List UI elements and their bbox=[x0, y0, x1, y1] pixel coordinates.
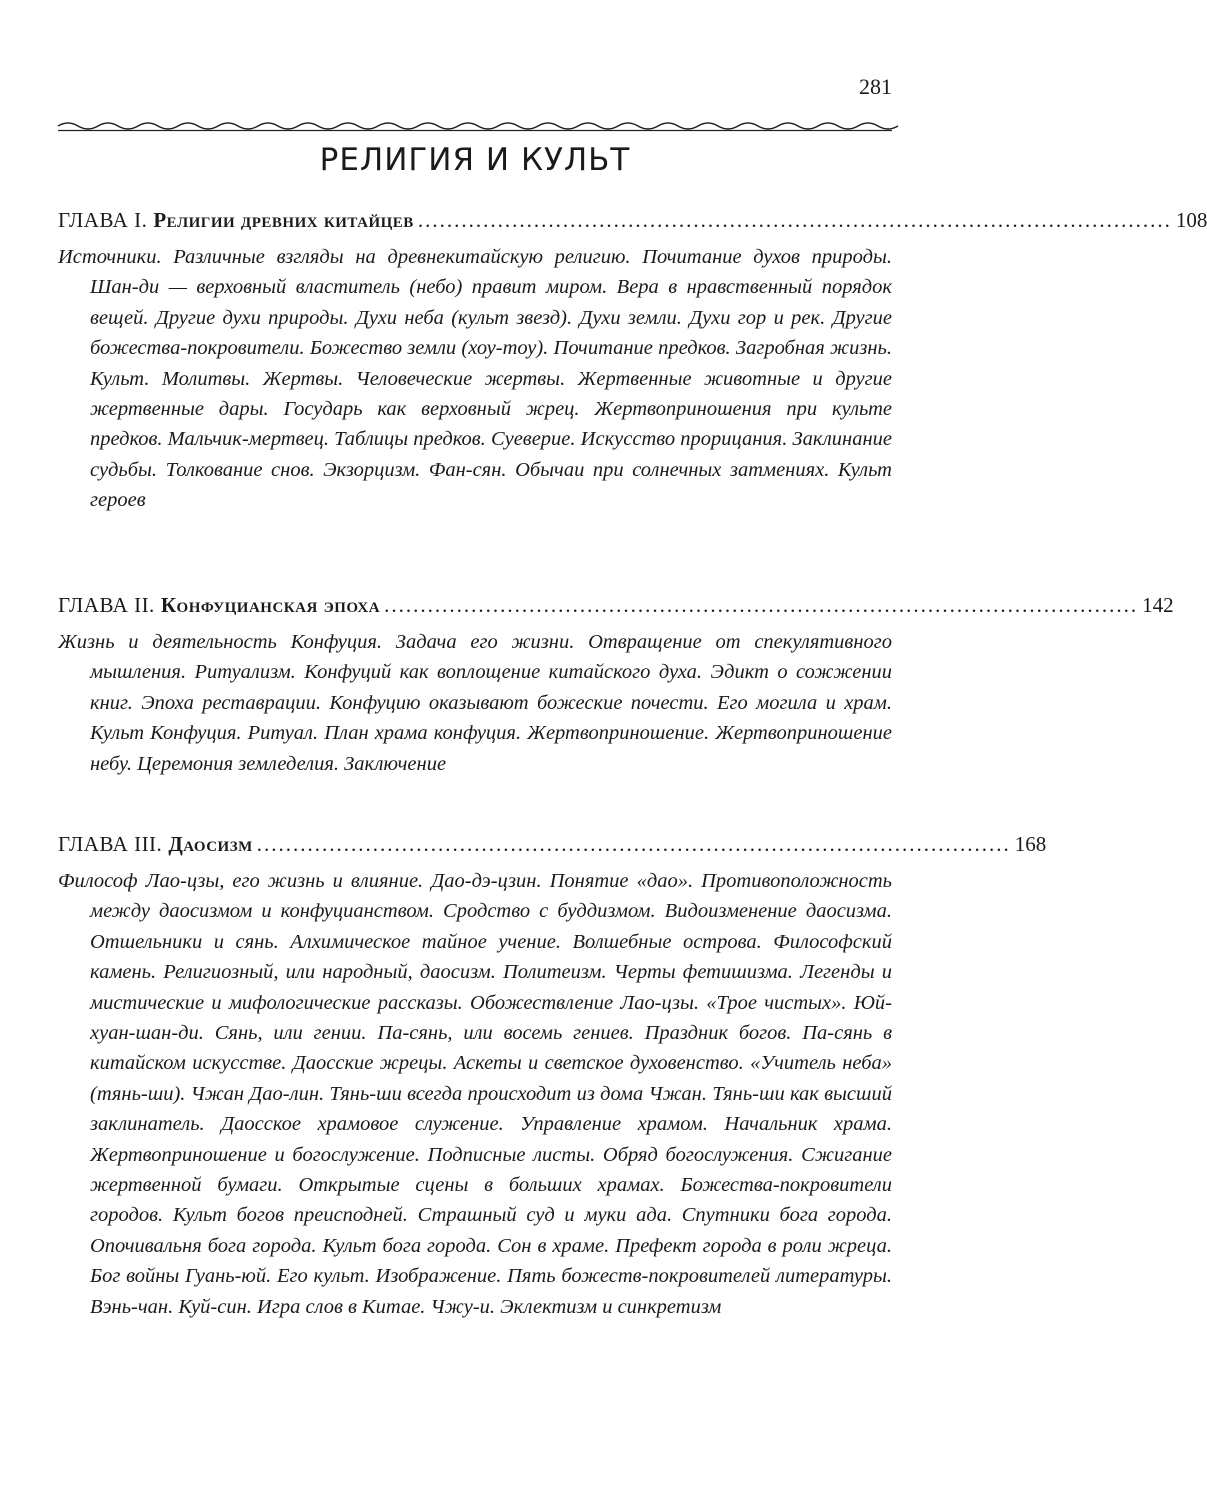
chapter-label: ГЛАВА I. bbox=[58, 208, 148, 232]
leader-dots: ........................................................................................................ bbox=[417, 208, 1172, 232]
chapter-summary: Жизнь и деятельность Конфуция. Задача его жизни. Отвращение от спекулятивного мышления. Ритуализм. Конфуций как воплощение китайского духа. Эдикт о сожжении книг. Эпоха реставрации. Конфуцию оказывают божеские почести. Его могила и храм. Культ Конфуция. Ритуал. План храма конфуция. Жертвоприношение. Жертвоприношение небу. Церемония земледелия. Заключение bbox=[58, 631, 892, 775]
chapter-title: Конфуцианская эпоха bbox=[160, 593, 381, 617]
chapter-label: ГЛАВА III. bbox=[58, 832, 163, 856]
chapter-label: ГЛАВА II. bbox=[58, 593, 155, 617]
wavy-line bbox=[58, 123, 898, 129]
leader-dots: ........................................................................................................ bbox=[384, 593, 1139, 617]
leader-dots: ........................................................................................................ bbox=[256, 832, 1011, 856]
chapter-page: 142 bbox=[1142, 593, 1174, 617]
chapter-page: 108 bbox=[1175, 208, 1207, 232]
page-number: 281 bbox=[859, 74, 892, 99]
wavy-divider bbox=[58, 118, 892, 132]
chapter-2 bbox=[58, 593, 1174, 779]
chapter-title: Религии древних китайцев bbox=[153, 208, 414, 232]
chapter-title: Даосизм bbox=[168, 832, 253, 856]
chapter-heading bbox=[58, 832, 1047, 864]
section-title: РЕЛИГИЯ И КУЛЬТ bbox=[319, 142, 631, 178]
chapter-summary: Философ Лао-цзы, его жизнь и влияние. Дао-дэ-цзин. Понятие «дао». Противоположность между даосизмом и конфуцианством. Сродство с буддизмом. Видоизменение даосизма. Отшельники и сянь. Алхимическое тайное учение. Волшебные острова. Философский камень. Религиозный, или народный, даосизм. Политеизм. Черты фетишизма. Легенды и мистические и мифологические рассказы. Обожествление Лао-цзы. «Трое чистых». Юй-хуан-шан-ди. Сянь, или гении. Па-сянь, или восемь гениев. Праздник богов. Па-сянь в китайском искусстве. Даосские жрецы. Аскеты и светское духовенство. «Учитель неба» (тянь-ши). Чжан Дао-лин. Тянь-ши всегда происходит из дома Чжан. Тянь-ши как высший заклинатель. Даосское храмовое служение. Управление храмом. Начальник храма. Жертвоприношение и богослужение. Подписные листы. Обряд богослужения. Сжигание жертвенной бумаги. Открытые сцены в больших храмах. Божества-покровители городов. Культ богов преисподней. Страшный суд и муки ада. Спутники бога города. Опочивальня бога города. Культ бога города. Сон в храме. Префект города в роли жреца. Бог войны Гуань-юй. Его культ. Изображение. Пять божеств-покровителей литературы. Вэнь-чан. Куй-син. Игра слов в Китае. Чжу-и. Эклектизм и синкретизм bbox=[58, 870, 892, 1318]
chapter-3 bbox=[58, 832, 1047, 1322]
chapter-heading bbox=[58, 208, 1207, 240]
chapter-1 bbox=[58, 208, 1207, 516]
chapter-page: 168 bbox=[1014, 832, 1047, 856]
chapter-summary: Источники. Различные взгляды на древнекитайскую религию. Почитание духов природы. Шан-ди — верховный властитель (небо) правит миром. Вера в нравственный порядок вещей. Другие духи природы. Духи неба (культ звезд). Духи земли. Духи гор и рек. Другие божества-покровители. Божество земли (хоу-тоу). Почитание предков. Загробная жизнь. Культ. Молитвы. Жертвы. Человеческие жертвы. Жертвенные животные и другие жертвенные дары. Государь как верховный жрец. Жертвоприношения при культе предков. Мальчик-мертвец. Таблицы предков. Суеверие. Искусство прорицания. Заклинание судьбы. Толкование снов. Экзорцизм. Фан-сян. Обычаи при солнечных затмениях. Культ героев bbox=[58, 246, 892, 512]
chapter-heading bbox=[58, 593, 1174, 625]
